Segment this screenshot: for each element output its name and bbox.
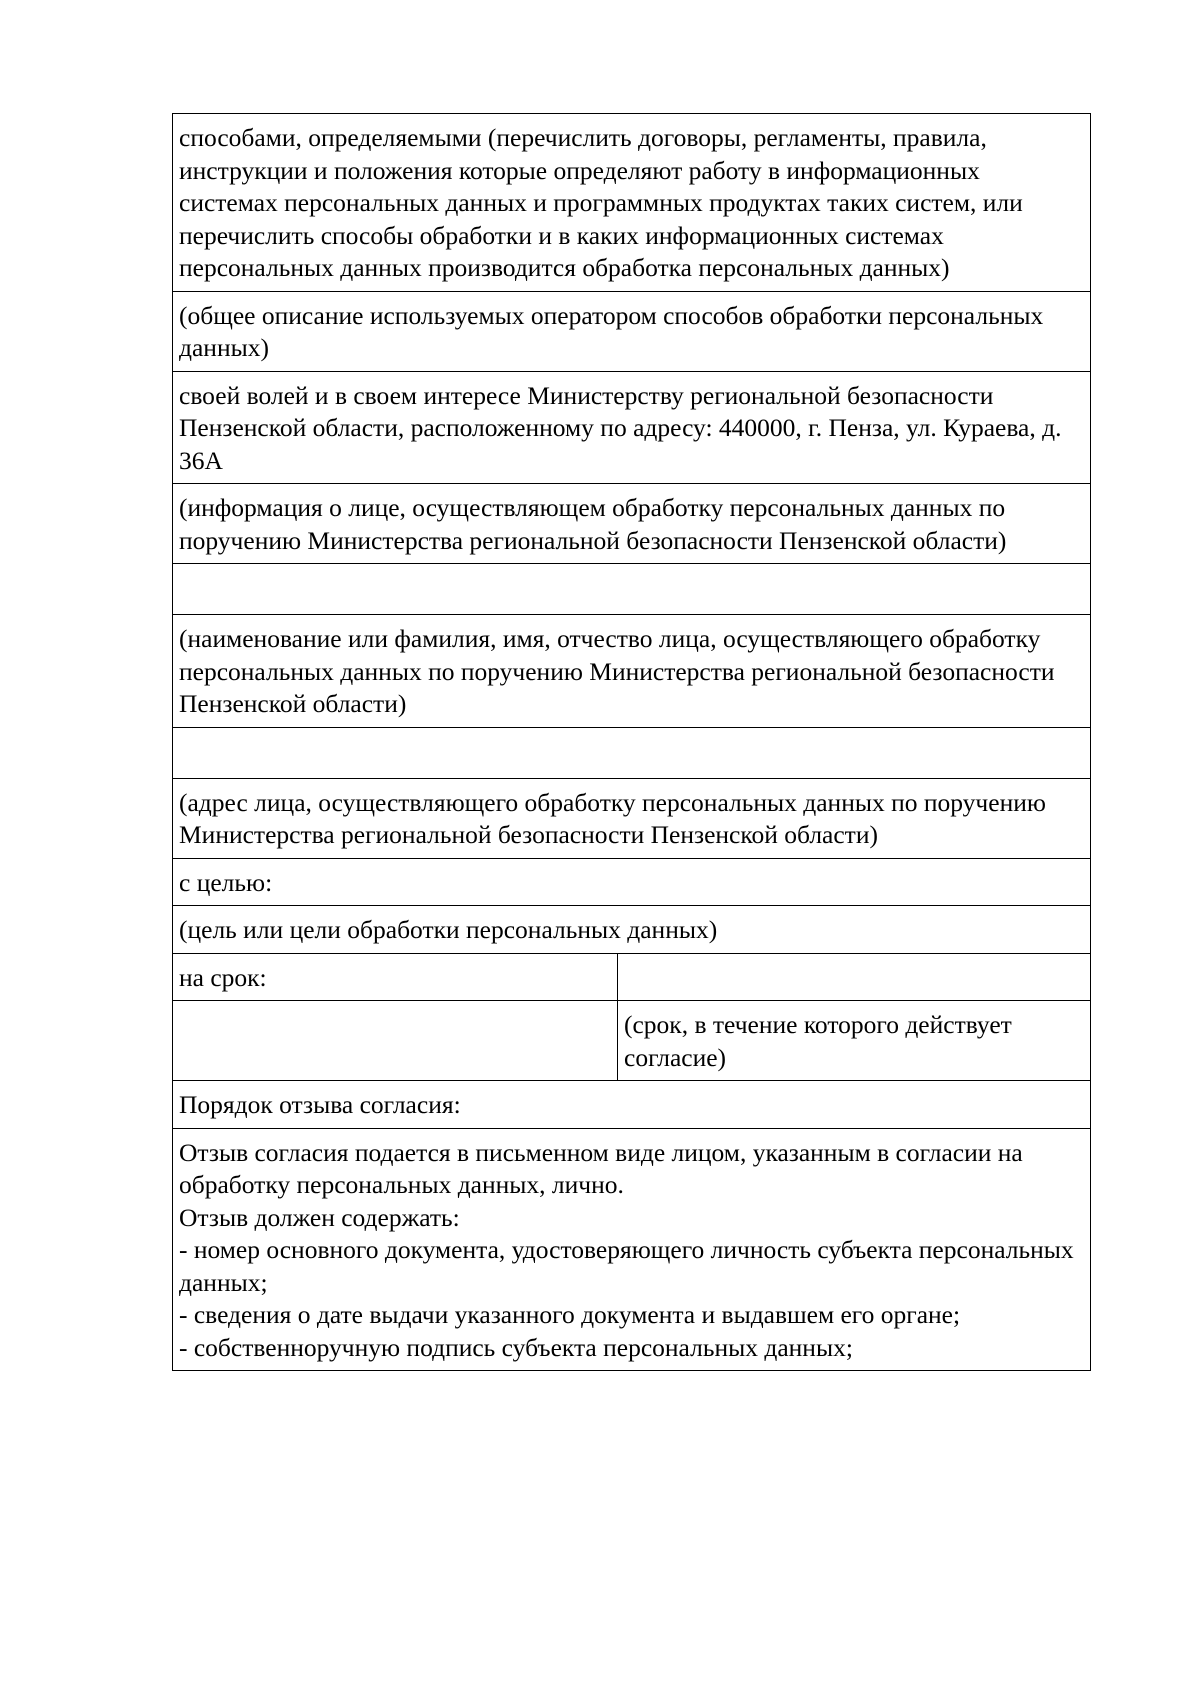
purpose-hint: (цель или цели обработки персональных данных) (173, 906, 1091, 954)
revocation-label: Порядок отзыва согласия: (173, 1081, 1091, 1129)
operator-info-cell: своей волей и в своем интересе Министерству региональной безопасности Пензенской области, расположенному по адресу: 440000, г. Пенза, ул. Кураева, д. 36А (173, 371, 1091, 484)
processor-name-hint: (наименование или фамилия, имя, отчество лица, осуществляющего обработку персональных данных по поручению Министерства региональной безопасности Пензенской области) (173, 615, 1091, 728)
revocation-text-cell (173, 1128, 1091, 1371)
table-row (173, 371, 1091, 484)
table-row (173, 1001, 1091, 1081)
revocation-line: - номер основного документа, удостоверяющего личность субъекта персональных данных; (179, 1235, 1074, 1297)
table-row (173, 1128, 1091, 1371)
term-label: на срок: (173, 953, 618, 1001)
purpose-label: с целью: (173, 858, 1091, 906)
processor-address-hint: (адрес лица, осуществляющего обработку персональных данных по поручению Министерства региональной безопасности Пензенской области) (173, 778, 1091, 858)
revocation-line: - сведения о дате выдачи указанного документа и выдавшем его органе; (179, 1300, 961, 1329)
processor-address-field[interactable] (173, 727, 1091, 778)
table-row (173, 953, 1091, 1001)
revocation-line: - собственноручную подпись субъекта персональных данных; (179, 1332, 853, 1362)
processing-methods-hint: (общее описание используемых оператором способов обработки персональных данных) (173, 291, 1091, 371)
processing-methods-cell: способами, определяемыми (перечислить договоры, регламенты, правила, инструкции и положения которые определяют работу в информационных системах персональных данных и программных продуктах таких систем, или перечислить способы обработки и в каких информационных системах персональных данных производится обработка персональных данных) (173, 114, 1091, 292)
table-row (173, 778, 1091, 858)
processor-name-field[interactable] (173, 564, 1091, 615)
term-spacer-cell (173, 1001, 618, 1081)
table-row (173, 858, 1091, 906)
table-row (173, 484, 1091, 564)
table-row (173, 291, 1091, 371)
processor-info-hint: (информация о лице, осуществляющем обработку персональных данных по поручению Министерства региональной безопасности Пензенской области) (173, 484, 1091, 564)
consent-form-table (172, 113, 1091, 1371)
table-row (173, 1081, 1091, 1129)
term-field[interactable] (618, 953, 1091, 1001)
table-row (173, 906, 1091, 954)
table-row (173, 615, 1091, 728)
table-row (173, 564, 1091, 615)
table-row (173, 114, 1091, 292)
table-row (173, 727, 1091, 778)
revocation-line: Отзыв согласия подается в письменном виде лицом, указанным в согласии на обработку персональных данных, лично. (179, 1137, 1023, 1199)
term-hint: (срок, в течение которого действует согласие) (618, 1001, 1091, 1081)
revocation-line: Отзыв должен содержать: (179, 1202, 460, 1232)
